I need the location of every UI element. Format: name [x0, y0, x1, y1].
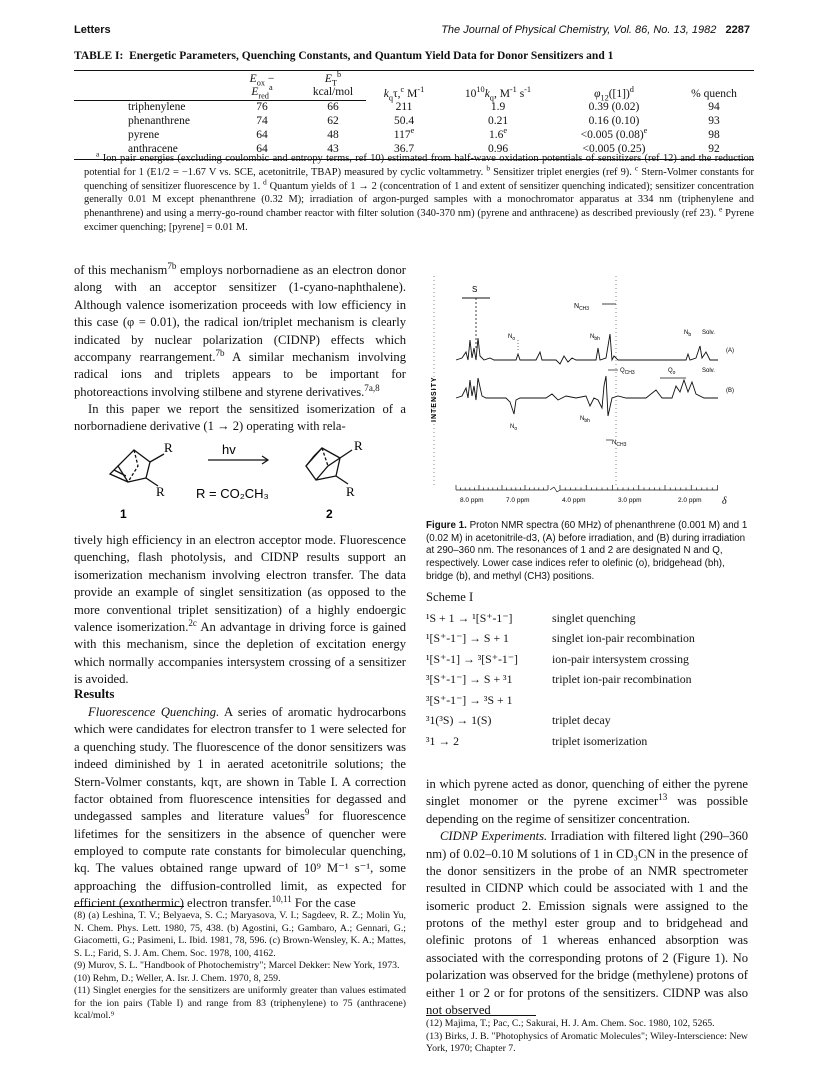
running-header-journal [441, 24, 750, 36]
paragraph: in which pyrene acted as donor, quenching of either the pyrene singlet monomer or the pyrene excimer$^{13}$ was possible depending on the regime of sensitizer concentration. [426, 777, 748, 826]
scheme-description: ion-pair intersystem crossing [552, 651, 689, 666]
cell-quench: 92 [674, 143, 754, 159]
table-caption [74, 50, 754, 62]
label-b: (B) [726, 388, 734, 394]
cell-et: 66 [327, 101, 339, 114]
axis-tick [550, 487, 554, 490]
scheme-step [426, 629, 748, 650]
label-no-b: $N_o$ [510, 424, 518, 432]
label-nch3: $N_{CH3}$ [574, 303, 590, 312]
reference: (9) Murov, S. L. "Handbook of Photochemistry"; Marcel Dekker: New York, 1973. [74, 960, 400, 972]
header-kqt: $k_q\tau,^c$ $M^{-1}$ [366, 71, 442, 101]
cell-name: triphenylene [128, 101, 186, 114]
label-no-a: $N_o$ [508, 334, 516, 342]
results-text [74, 704, 406, 913]
reference: (11) Singlet energies for the sensitizers are uniformly greater than values estimated for the ion pairs (Table I) and range from 83 (triphenylene) to 75 (anthracene) kcal/mol.⁹ [74, 985, 406, 1022]
cell-et: 43 [300, 143, 366, 159]
table-header-row [74, 71, 754, 87]
footnote-rule [426, 1015, 536, 1016]
label-nbh-a: $N_{bh}$ [590, 334, 600, 342]
tick-label: 4.0 ppm [562, 497, 586, 504]
cell-kq: 0.96 [442, 143, 554, 159]
paragraph: In this paper we report the sensitized isomerization of a norbornadiene derivative (1 → 2) operating with rela- [74, 402, 406, 434]
journal-citation: The Journal of Physical Chemistry, Vol. 86, No. 13, 1982 [441, 24, 717, 36]
delta-symbol: δ [722, 496, 727, 507]
y-axis-label: INTENSITY [431, 376, 438, 422]
scheme-equation: ³[S⁺-1⁻] → ³S + 1 [426, 692, 513, 707]
table-row [74, 101, 754, 115]
footnote-text: Pyrene excimer quenching; [pyrene] = 0.01 M. [84, 208, 755, 234]
reference: (12) Majima, T.; Pac, C.; Sakurai, H. J. Am. Chem. Soc. 1980, 102, 5265. [426, 1018, 715, 1029]
nmr-figure [426, 268, 748, 516]
r-label: R [354, 438, 363, 453]
footnote-text: Ion pair energies (excluding coulombic and entropy terms, ref 10) estimated from half-wave oxidation potentials of sensitizers (ref 12) and the reduction potential for 1 (E1/2 = −1.67 V vs. SCE, acetonitrile, TBAP) measured by cyclic voltammetry. [84, 153, 754, 178]
header-eox-red: $E_{red}^a$ [224, 86, 300, 101]
header-kq: $10^{10}k_q$, $M^{-1}$ $s^{-1}$ [442, 71, 554, 101]
footnote-rule [74, 906, 184, 907]
cell-kqt: 36.7 [366, 143, 442, 159]
structure-1 [110, 450, 164, 486]
cell-quench: 93 [708, 115, 720, 128]
cell-eox: 76 [256, 101, 268, 114]
scheme-equation: ³[S⁺-1⁻] → S + ³1 [426, 672, 513, 687]
header-quench: % quench [674, 71, 754, 101]
footnote-text: Sensitizer triplet energies (ref 9). [490, 166, 635, 178]
r-label: R [346, 484, 355, 499]
scheme-equation: ¹S + 1 → ¹[S⁺-1⁻] [426, 610, 513, 625]
cell-name: anthracene [74, 143, 224, 159]
cell-eox: 74 [256, 115, 268, 128]
cell-kq: 1.9 [490, 101, 506, 114]
label-s: S [472, 285, 478, 294]
cell-name: phenanthrene [128, 115, 190, 128]
cell-quench: 94 [708, 101, 720, 114]
table-body [74, 101, 754, 159]
axis-tick [554, 487, 557, 492]
reference: (8) (a) Leshina, T. V.; Belyaeva, S. C.; Maryasova, V. I.; Sagdeev, R. Z.; Molin Yu, N. Chem. Phys. Lett. 1980, 75, 438. (b) Agostini, G.; Gambaro, A.; Gennari, G.; Giacometti, G.; Pasimeni, L. Ibid. 1981, 78, 596. (c) Brown-Wensley, K. A.; Mattes, S. L.; Farid, S. J. Am. Chem. Soc. 1978, 100, 4162. [74, 910, 406, 959]
tick-label: 2.0 ppm [678, 497, 702, 504]
r-label: R [156, 484, 165, 499]
header-phi: $\varphi_{12}([1])^d$ [554, 71, 674, 101]
scheme-equation: ¹[S⁺-1] → ³[S⁺-1⁻] [426, 651, 518, 666]
cell-kqt: 211 [395, 101, 413, 114]
cell-kq: 1.6e [488, 126, 508, 142]
paragraph: of this mechanism$^{7b}$ employs norbornadiene as an electron donor along with an acceptor sensitizer (1-cyano-naphthalene). Although valence isomerization proceeds with low efficiency in this case (φ = 0.01), the radical ion/triplet mechanism is clearly indicated by nuclear polarization (CIDNP) effects which accompany rearrangement.$^{7b}$ A similar mechanism involving radical ions and triplets appears to be important for photoreactions involving stilbene and styrene derivatives.$^{7a,8}$ [74, 260, 406, 399]
header-et-unit: kcal/mol [300, 86, 366, 101]
scheme-description: triplet decay [552, 713, 611, 728]
table-row [74, 129, 754, 143]
cell-et: 48 [327, 129, 339, 142]
label-solv-b: Solv. [702, 368, 715, 374]
footnote-text: Stern-Volmer constants for quenching of sensitizer fluorescence by 1. [84, 166, 754, 192]
page-number: 2287 [725, 24, 750, 36]
table-label: TABLE I: [74, 50, 124, 62]
label-a: (A) [726, 348, 734, 354]
label-qch3: $Q_{CH3}$ [620, 368, 635, 376]
cell-eox: 64 [224, 143, 300, 159]
reaction-scheme-drawing [100, 426, 390, 522]
footnote-mark: e [719, 204, 723, 214]
structure-2 [306, 448, 352, 484]
footnote-mark: c [634, 163, 639, 173]
paragraph: CIDNP Experiments. Irradiation with filtered light (290–360 nm) of 0.02–0.10 M solutions of 1 in CD₃CN in the presence of the donor sensitizers in the probe of an NMR spectrometer resulted in CIDNP which could be associated with 1 and the isomeric product 2. Emission signals were assigned to the protons of the methyl ester group and to bridgehead and olefinic protons of 1 whereas enhanced absorption was associated with the corresponding protons of 2 (Figure 1). No polarization was observed for the bridge (methylene) protons of either 1 or 2 or for protons of the sensitizers. CIDNP was also not observed [426, 829, 748, 1017]
label-qo: $Q_o$ [668, 368, 676, 376]
scheme-step [426, 608, 748, 629]
cell-phi: <0.005 (0.25) [554, 143, 674, 159]
reference: (13) Birks, J. B. "Photophysics of Aromatic Molecules"; Wiley-Interscience: New York, 1970; Chapter 7. [426, 1030, 748, 1055]
label-nb-a: $N_b$ [684, 330, 692, 338]
scheme-step [426, 731, 748, 752]
spectrum-a-trace [456, 334, 718, 364]
figure-caption: Figure 1. Proton NMR spectra (60 MHz) of phenanthrene (0.001 M) and 1 (0.02 M) in acetonitrile-d3, (A) before irradiation, and (B) during irradiation at 290–360 nm. The resonances of 1 and 2 are designated N and Q, respectively. Lower case indices refer to olefinic (o), bridgehead (bh), bridge (b), and methyl (CH3) positions. [426, 520, 748, 582]
column1-continuation [74, 532, 406, 688]
cell-name: pyrene [128, 129, 160, 142]
scheme-description: singlet ion-pair recombination [552, 631, 695, 646]
tick-label: 7.0 ppm [506, 497, 530, 504]
header-eox: $E_{ox}$ − [224, 71, 300, 87]
scheme-description: triplet isomerization [552, 733, 648, 748]
reference: (10) Rehm, D.; Weller, A. Isr. J. Chem. 1970, 8, 259. [74, 972, 281, 984]
tick-label: 3.0 ppm [618, 497, 642, 504]
references-left [74, 910, 406, 1023]
tick-label: 8.0 ppm [460, 497, 484, 504]
cell-phi: <0.005 $(0.08)^e$ [580, 126, 648, 142]
cell-kqt: 50.4 [393, 115, 415, 128]
scheme-list [426, 608, 748, 752]
cell-et: 62 [327, 115, 339, 128]
data-table [74, 70, 754, 160]
header-et: $E_T^b$ [300, 71, 366, 87]
compound-number-2: 2 [326, 507, 333, 521]
section-heading-results: Results [74, 686, 115, 701]
scheme-equation: ³1(³S) → 1(S) [426, 713, 492, 728]
references-right [426, 1018, 748, 1056]
cell-quench: 98 [708, 129, 720, 142]
scheme-title: Scheme I [426, 590, 474, 604]
label-nbh-b: $N_{bh}$ [580, 416, 590, 424]
scheme-description: triplet ion-pair recombination [552, 672, 692, 687]
compound-number-1: 1 [120, 507, 127, 521]
column1-intro [74, 262, 406, 436]
substituent-formula: R = CO₂CH₃ [196, 486, 269, 501]
cell-phi: 0.16 (0.10) [588, 115, 640, 128]
paragraph: Fluorescence Quenching. A series of aromatic hydrocarbons which were candidates for electron transfer to 1 were selected for a quenching study. The fluorescence of the donor sensitizers was indeed diminished by 1 in aerated acetonitrile solutions; the Stern-Volmer constants, kqτ, are shown in Table I. A correction factor obtained from fluorescence intensities for degassed and undegassed samples and literature values$^9$ for fluorescence lifetimes for the sensitizers in the absence of quencher were employed to compute rate constants for bimolecular quenching, kq. The values obtained range upward of 10⁹ M⁻¹ s⁻¹, some approaching the diffusion-controlled limit, as expected for efficient (exothermic) electron transfer.$^{10,11}$ For the case [74, 705, 407, 911]
footnote-mark: b [486, 163, 491, 173]
scheme-description: singlet quenching [552, 610, 636, 625]
scheme-equation: ¹[S⁺-1⁻] → S + 1 [426, 631, 509, 646]
axis-tick [557, 490, 560, 492]
label-nch3-b: $N_{CH3}$ [612, 440, 627, 448]
scheme-step [426, 670, 748, 691]
x-axis [456, 485, 718, 492]
cell-eox: 64 [256, 129, 268, 142]
scheme-equation: ³1 → 2 [426, 733, 460, 748]
r-label: R [164, 440, 173, 455]
running-header-section: Letters [74, 24, 111, 36]
spectrum-b-trace [456, 376, 718, 416]
footnote-mark: a [96, 149, 100, 159]
footnote-mark: d [263, 177, 267, 187]
table-footnotes [84, 149, 755, 235]
paragraph: tively high efficiency in an electron acceptor mode. Fluorescence quenching, flash photolysis, and CIDNP results support an isomerization mechanism involving electron transfer. The data provide an example of singlet sensitization (as opposed to the more conventional triplet sensitization) of a highly endoergic valence isomerization.$^{2c}$ An advantage in driving force is gained with this mechanism, since the depletion of excitation energy which normally accompanies intersystem crossing of a sensitizer is avoided. [74, 533, 406, 686]
table-title: Energetic Parameters, Quenching Constants, and Quantum Yield Data for Donor Sensitizers and 1 [129, 50, 614, 62]
label-solv-a: Solv. [702, 330, 715, 336]
cell-kqt: 117e [393, 126, 415, 142]
footnote-text: Quantum yields of 1 → 2 (concentration of 1 and extent of sensitizer quenching indicated); sensitizer concentration generally 0.01 M except phenanthrene (0.32 M); irradiation of argon-purged samples with a monochromator apparatus at 334 nm (triphenylene and phenanthrene) and using a merry-go-round chamber reactor with filter solution (340-370 nm) (pyrene and anthracene) as described previously (ref 23). [84, 180, 754, 220]
reaction-arrow [208, 456, 268, 464]
scheme-step [426, 690, 748, 711]
cell-phi: 0.39 (0.02) [588, 101, 640, 114]
hv-label: hv [222, 442, 236, 457]
column2-text [426, 776, 748, 1019]
cell-kq: 0.21 [487, 115, 509, 128]
scheme-step [426, 649, 748, 670]
scheme-step [426, 711, 748, 732]
